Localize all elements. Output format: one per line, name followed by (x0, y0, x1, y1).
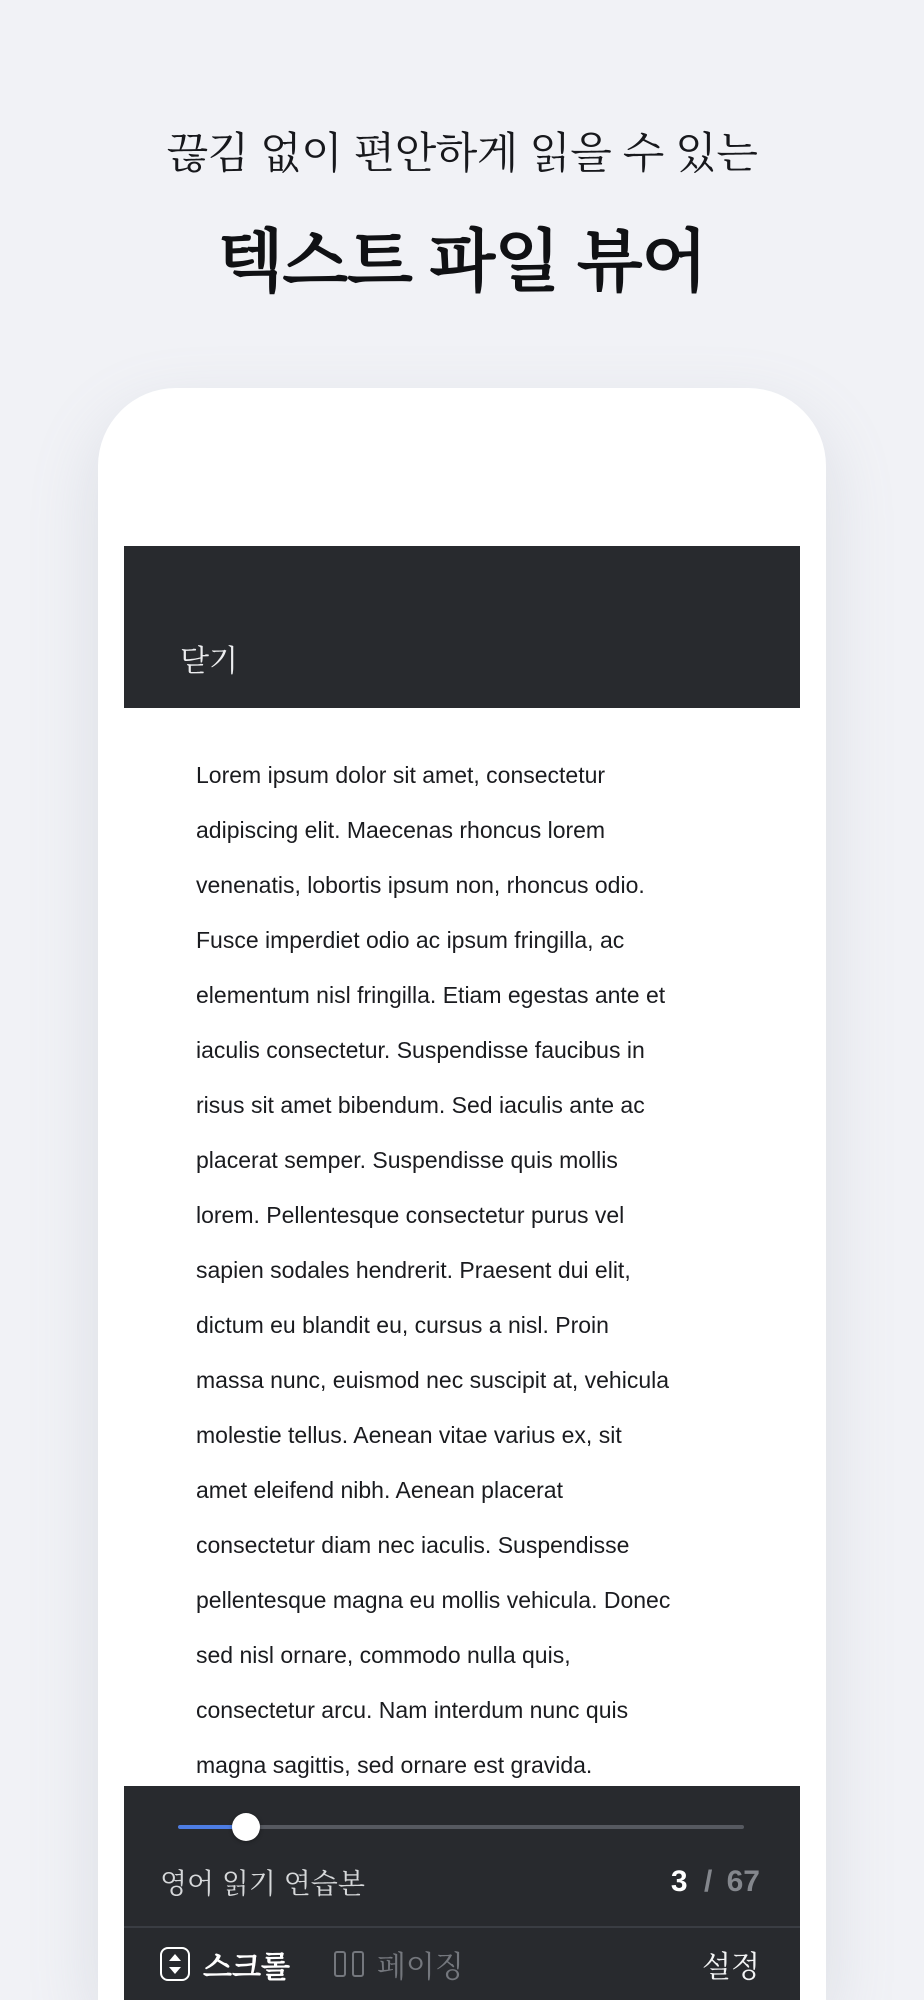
text-line: consectetur diam nec iaculis. Suspendisse (196, 1532, 630, 1558)
text-line: sed nisl ornare, commodo nulla quis, (196, 1642, 571, 1668)
text-line: amet eleifend nibh. Aenean placerat (196, 1477, 563, 1503)
view-mode-row (160, 1928, 760, 2000)
slider-track (178, 1825, 744, 1829)
text-line: iaculis consectetur. Suspendisse faucibus in (196, 1037, 645, 1063)
scroll-icon (160, 1947, 190, 1981)
page-total: 67 (726, 1865, 760, 1898)
close-button[interactable]: 닫기 (180, 645, 238, 678)
text-line: risus sit amet bibendum. Sed iaculis ante ac (196, 1092, 645, 1118)
phone-frame (98, 388, 826, 2000)
settings-button[interactable]: 설정 (702, 1951, 760, 1984)
slider-thumb[interactable] (232, 1813, 260, 1841)
text-line: elementum nisl fringilla. Etiam egestas ante et (196, 982, 666, 1008)
file-info-row (160, 1860, 760, 1904)
text-line: dictum eu blandit eu, cursus a nisl. Proin (196, 1312, 609, 1338)
text-line: consectetur arcu. Nam interdum nunc quis (196, 1697, 629, 1723)
progress-slider[interactable] (178, 1812, 744, 1842)
headline-title: 텍스트 파일 뷰어 (217, 224, 707, 300)
text-line: Fusce imperdiet odio ac ipsum fringilla, ac (196, 927, 625, 953)
text-line: adipiscing elit. Maecenas rhoncus lorem (196, 817, 606, 843)
viewer-text (124, 708, 800, 1786)
viewer-header (124, 546, 800, 708)
page-indicator (671, 1865, 760, 1899)
paging-mode-button[interactable] (334, 1942, 464, 1986)
text-line: massa nunc, euismod nec suscipit at, vehicula (196, 1367, 670, 1393)
text-viewer-app (124, 546, 800, 2000)
text-line: Lorem ipsum dolor sit amet, consectetur (196, 762, 606, 788)
text-line: lorem. Pellentesque consectetur purus vel (196, 1202, 625, 1228)
headline-subtitle: 끊김 없이 편안하게 읽을 수 있는 (166, 130, 758, 178)
text-line: venenatis, lobortis ipsum non, rhoncus odio. (196, 872, 645, 898)
viewer-text-area[interactable] (124, 708, 800, 1786)
text-line: magna sagittis, sed ornare est gravida. (196, 1752, 593, 1778)
paging-mode-label: 페이징 (376, 1951, 464, 1984)
file-title: 영어 읽기 연습본 (160, 1868, 365, 1899)
text-line: molestie tellus. Aenean vitae varius ex, sit (196, 1422, 622, 1448)
scroll-mode-label: 스크롤 (203, 1951, 290, 1984)
page-separator: / (703, 1865, 713, 1898)
viewer-footer (124, 1786, 800, 2000)
paging-icon (334, 1951, 364, 1977)
page-current: 3 (670, 1865, 688, 1898)
text-line: sapien sodales hendrerit. Praesent dui elit, (196, 1257, 631, 1283)
text-line: pellentesque magna eu mollis vehicula. Donec (196, 1587, 671, 1613)
text-line: placerat semper. Suspendisse quis mollis (196, 1147, 618, 1173)
scroll-mode-button[interactable] (160, 1942, 290, 1986)
